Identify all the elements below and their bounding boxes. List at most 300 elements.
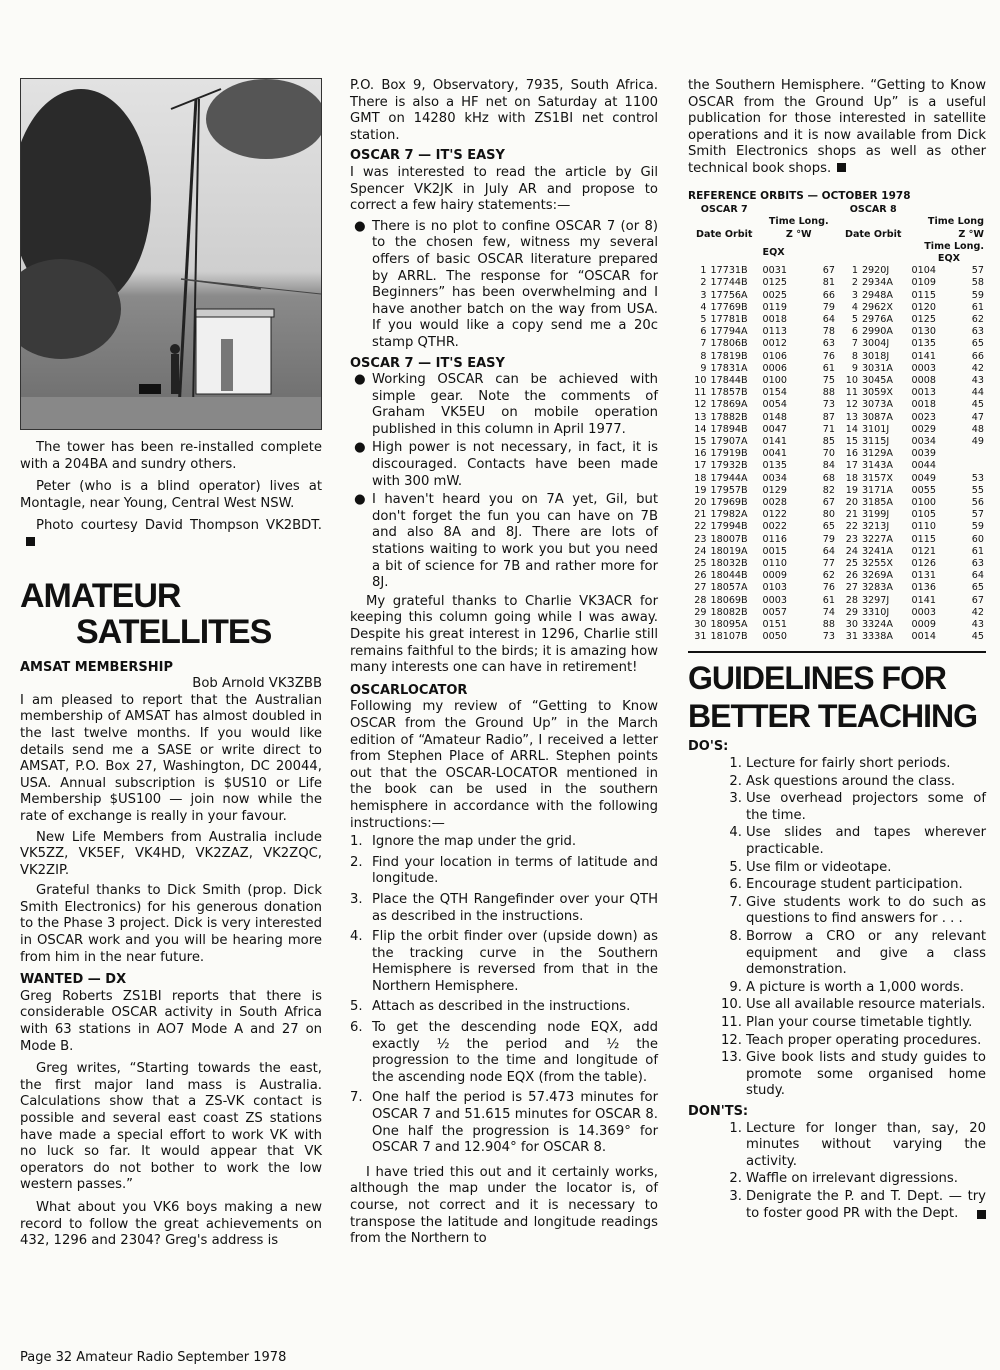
para-life-members: New Life Members from Australia include VK5ZZ, VK5EF, VK4HD, VK2ZAZ, VK2ZQC, VK2ZIP. xyxy=(20,829,322,878)
table-cell: 80 xyxy=(822,509,835,521)
table-cell: 3269A xyxy=(861,570,893,582)
table-cell: 63 xyxy=(822,338,835,350)
table-cell: 17806B xyxy=(710,338,748,350)
table-cell: 0044 xyxy=(911,460,936,472)
table-cell: 43 xyxy=(971,375,984,386)
table-cell: 18107B xyxy=(710,631,748,643)
table-cell: 0013 xyxy=(911,387,936,399)
table-cell: 23 xyxy=(694,533,707,545)
table-cell: 55 xyxy=(971,484,984,496)
table-cell: 14 xyxy=(845,423,858,435)
table-cell: 0008 xyxy=(911,375,936,386)
guideline-item: 1. Lecture for fairly short periods. xyxy=(729,756,951,772)
table-cell: 0115 xyxy=(911,533,936,545)
guideline-item: 2. Waffle on irrelevant digressions. xyxy=(729,1171,958,1187)
table-cell: 3101J xyxy=(861,423,890,435)
table-cell: 18095A xyxy=(710,619,748,631)
table-cell: 0129 xyxy=(762,484,787,496)
table-cell: 0100 xyxy=(762,375,787,386)
guideline-item: 4. Use slides and tapes wherever practicable. xyxy=(729,825,986,858)
table-cell: 3004J xyxy=(861,338,890,350)
table-cell: 18019A xyxy=(710,545,748,557)
table-cell: 0141 xyxy=(911,350,936,362)
heading-donts: DON'TS: xyxy=(688,1103,749,1119)
table-cell: 17982A xyxy=(710,509,748,521)
instruction-item: 1. Ignore the map under the grid. xyxy=(350,834,577,850)
table-cell: 19 xyxy=(845,484,858,496)
table-row xyxy=(688,582,986,594)
table-cell: 9 xyxy=(700,362,707,374)
bullet-item: ● There is no plot to confine OSCAR 7 (or 8) to the chosen few, witness my several offers of basic OSCAR literature prepared by ARRL. The response for “OSCAR for Beginners” has been overwhelming and I have another batch on the way from USA. If you would like a copy send me a 20c stamp QTHR. xyxy=(354,218,658,350)
table-row xyxy=(688,460,986,472)
table-cell: 18032B xyxy=(710,558,748,570)
table-cell: 0103 xyxy=(762,582,787,594)
table-cell: 17794A xyxy=(710,326,748,338)
para-greg-writes: Greg writes, “Starting towards the east, the first major land mass is Australia. Calculations show that a ZS-VK contact is possible and several east coast ZS stations have made a special effort to work VK with no luck so far. It would appear that VK operators do not bother to work the low western passes.” xyxy=(20,1061,322,1193)
table-cell: 64 xyxy=(822,545,835,557)
table-cell: 20 xyxy=(845,497,858,509)
table-cell: 0055 xyxy=(911,484,936,496)
heading-dos: DO'S: xyxy=(688,739,729,755)
table-cell: 59 xyxy=(971,521,984,533)
table-header-time-long-8b: Time Long. EQX xyxy=(924,240,984,264)
table-cell: 9 xyxy=(851,362,858,374)
table-cell: 74 xyxy=(822,606,835,618)
table-cell: 15 xyxy=(845,436,858,448)
table-cell: 3157X xyxy=(861,472,893,484)
table-cell: 17869A xyxy=(710,399,748,411)
bullet-list-2 xyxy=(350,372,658,592)
table-cell: 0009 xyxy=(911,619,936,631)
table-cell: 65 xyxy=(971,582,984,594)
table-cell: 7 xyxy=(851,338,858,350)
table-cell: 3185A xyxy=(861,497,893,509)
table-cell: 3255X xyxy=(861,558,893,570)
table-cell: 0012 xyxy=(762,338,787,350)
table-cell: 0031 xyxy=(762,265,787,277)
table-cell: 61 xyxy=(822,594,835,606)
para-vk6-boys: What about you VK6 boys making a new record to follow the great achievements on 432, 1296 and 2304? Greg's address is xyxy=(20,1199,322,1249)
table-cell: 3143A xyxy=(861,460,893,472)
table-cell: 24 xyxy=(694,545,707,557)
table-row xyxy=(688,412,986,424)
table-row xyxy=(688,473,986,485)
table-cell: 0050 xyxy=(762,631,787,643)
table-cell: 0041 xyxy=(762,448,787,460)
section-title-better-teaching: BETTER TEACHING xyxy=(688,698,977,735)
table-cell: 30 xyxy=(694,619,707,631)
guideline-item: 12. Teach proper operating procedures. xyxy=(721,1032,982,1048)
table-cell: 17882B xyxy=(710,411,748,423)
table-cell: 12 xyxy=(694,399,707,411)
table-cell: 8 xyxy=(700,350,707,362)
table-cell: 18 xyxy=(845,472,858,484)
table-cell: 67 xyxy=(822,497,835,509)
table-cell: 79 xyxy=(822,533,835,545)
table-cell: 0034 xyxy=(762,472,787,484)
photo-credit: Photo courtesy David Thompson VK2BDT. xyxy=(20,518,322,551)
table-cell: 25 xyxy=(694,558,707,570)
bullet-item: ● I haven't heard you on 7A yet, Gil, but don't forget the fun you can have on 7B and also 8A and 8J. There are lots of stations waiting to work you but you need a bit of science for 7B and rather more for 8J. xyxy=(354,492,658,591)
table-cell: 64 xyxy=(822,313,835,325)
table-cell: 14 xyxy=(694,423,707,435)
table-cell: 3 xyxy=(700,289,707,301)
table-cell: 66 xyxy=(822,289,835,301)
table-cell: 2 xyxy=(700,277,707,289)
para-greg-roberts: Greg Roberts ZS1BI reports that there is considerable OSCAR activity in South Africa with 63 stations in AO7 Mode A and 27 on Mode B. xyxy=(20,988,322,1054)
column-middle xyxy=(350,78,658,1248)
table-cell: 3 xyxy=(851,289,858,301)
table-cell: 67 xyxy=(971,594,984,606)
table-cell: 15 xyxy=(694,436,707,448)
table-cell: 6 xyxy=(700,326,707,338)
table-cell: 3199J xyxy=(861,509,890,521)
section-title-satellites: SATELLITES xyxy=(76,612,272,651)
table-cell: 60 xyxy=(971,533,984,545)
instruction-item: 2. Find your location in terms of latitude and longitude. xyxy=(350,854,658,887)
table-cell: 25 xyxy=(845,558,858,570)
table-row xyxy=(688,375,986,387)
table-cell: 0115 xyxy=(911,289,936,301)
tower-photo xyxy=(20,78,322,430)
table-cell: 27 xyxy=(694,582,707,594)
table-cell: 4 xyxy=(851,301,858,313)
table-cell: 19 xyxy=(694,484,707,496)
table-cell: 18044B xyxy=(710,570,748,582)
table-cell: 30 xyxy=(845,619,858,631)
table-header-eqx-7: EQX xyxy=(762,246,785,258)
guideline-item: 13. Give book lists and study guides to promote some organised home study. xyxy=(721,1050,986,1099)
table-cell: 16 xyxy=(694,448,707,460)
table-cell: 17957B xyxy=(710,484,748,496)
table-cell: 0110 xyxy=(911,521,936,533)
table-cell: 88 xyxy=(822,619,835,631)
table-cell: 0003 xyxy=(911,606,936,618)
table-cell: 10 xyxy=(845,375,858,386)
end-mark-icon xyxy=(26,537,35,546)
guideline-item: 10. Use all available resource materials. xyxy=(721,997,986,1013)
heading-oscarlocator: OSCARLOCATOR xyxy=(350,682,468,698)
table-cell: 2976A xyxy=(861,313,893,325)
table-cell: 4 xyxy=(700,301,707,313)
table-row xyxy=(688,399,986,411)
table-cell: 61 xyxy=(822,362,835,374)
table-cell: 0120 xyxy=(911,301,936,313)
table-row xyxy=(688,387,986,399)
table-row xyxy=(688,595,986,607)
table-cell: 12 xyxy=(845,399,858,411)
table-cell: 44 xyxy=(971,387,984,399)
divider xyxy=(688,651,986,653)
table-row xyxy=(688,570,986,582)
table-cell: 6 xyxy=(851,326,858,338)
table-cell: 0015 xyxy=(762,545,787,557)
table-header-oscar7: OSCAR 7 xyxy=(700,204,748,216)
table-cell: 84 xyxy=(822,460,835,472)
table-cell: 0003 xyxy=(762,594,787,606)
table-cell: 0141 xyxy=(762,436,787,448)
table-cell: 11 xyxy=(694,387,707,399)
table-cell: 11 xyxy=(845,387,858,399)
table-cell: 0148 xyxy=(762,411,787,423)
table-cell: 62 xyxy=(822,570,835,582)
bullet-item: ● Working OSCAR can be achieved with simple gear. Note the comments of Graham VK5EU on mobile operation published in this column in April 1977. xyxy=(354,372,658,437)
table-cell: 70 xyxy=(822,448,835,460)
table-row xyxy=(688,521,986,533)
table-cell: 7 xyxy=(700,338,707,350)
instruction-item: 3. Place the QTH Rangefinder over your QTH as described in the instructions. xyxy=(350,891,658,924)
table-cell: 0122 xyxy=(762,509,787,521)
table-row xyxy=(688,338,986,350)
table-cell: 2962X xyxy=(861,301,893,313)
table-row xyxy=(688,265,986,277)
table-row xyxy=(688,302,986,314)
reference-orbits-table xyxy=(688,204,986,643)
table-cell: 48 xyxy=(971,423,984,435)
para-po-box: P.O. Box 9, Observatory, 7935, South Africa. There is also a HF net on Saturday at 1100 GMT on 14280 kHz with ZS1BI net control station. xyxy=(350,78,658,143)
table-cell: 66 xyxy=(971,350,984,362)
table-cell: 43 xyxy=(971,619,984,631)
table-cell: 63 xyxy=(971,558,984,570)
table-cell: 57 xyxy=(971,509,984,521)
guideline-item: 11. Plan your course timetable tightly. xyxy=(721,1014,973,1030)
table-row xyxy=(688,534,986,546)
table-cell: 0106 xyxy=(762,350,787,362)
table-row xyxy=(688,509,986,521)
table-cell: 28 xyxy=(694,594,707,606)
table-cell xyxy=(958,460,986,472)
table-cell: 65 xyxy=(822,521,835,533)
table-cell: 17907A xyxy=(710,436,748,448)
table-cell: 24 xyxy=(845,545,858,557)
table-cell: 0121 xyxy=(911,545,936,557)
table-cell: 3115J xyxy=(861,436,890,448)
table-cell: 17944A xyxy=(710,472,748,484)
table-cell: 0116 xyxy=(762,533,787,545)
photo-caption-1: The tower has been re-installed complete with a 204BA and sundry others. xyxy=(20,440,322,472)
table-cell: 8 xyxy=(851,350,858,362)
table-cell: 3297J xyxy=(861,594,890,606)
table-cell: 18057A xyxy=(710,582,748,594)
table-cell: 42 xyxy=(971,606,984,618)
table-cell: 0131 xyxy=(911,570,936,582)
table-row xyxy=(688,619,986,631)
guideline-item: 3. Use overhead projectors some of the time. xyxy=(729,791,986,823)
table-cell: 17 xyxy=(694,460,707,472)
table-cell: 0135 xyxy=(911,338,936,350)
table-cell: 17844B xyxy=(710,375,748,386)
column-left xyxy=(20,78,322,1250)
guideline-item: 1. Lecture for longer than, say, 20 minutes without varying the activity. xyxy=(729,1120,986,1169)
table-cell: 0028 xyxy=(762,497,787,509)
table-cell: 42 xyxy=(971,362,984,374)
table-cell: 71 xyxy=(822,423,835,435)
heading-oscar7-easy-1: OSCAR 7 — IT'S EASY xyxy=(350,148,505,164)
table-cell: 3073A xyxy=(861,399,893,411)
bullet-list-1 xyxy=(350,219,658,352)
table-cell: 79 xyxy=(822,301,835,313)
table-cell: 85 xyxy=(822,436,835,448)
table-cell: 3171A xyxy=(861,484,893,496)
table-cell: 0119 xyxy=(762,301,787,313)
table-row xyxy=(688,497,986,509)
table-cell: 3324A xyxy=(861,619,893,631)
table-cell: 18082B xyxy=(710,606,748,618)
table-cell: 17932B xyxy=(710,460,748,472)
instruction-item: 6. To get the descending node EQX, add exactly ½ the period and ½ the progression to the time and longitude of the ascending node EQX (from the table). xyxy=(350,1020,658,1085)
table-cell: 0104 xyxy=(911,265,936,277)
table-cell: 0049 xyxy=(911,472,936,484)
table-cell: 78 xyxy=(822,326,835,338)
table-cell: 0014 xyxy=(911,631,936,643)
table-cell: 17831A xyxy=(710,362,748,374)
table-cell: 0025 xyxy=(762,289,787,301)
table-cell: 77 xyxy=(822,558,835,570)
table-cell: 0009 xyxy=(762,570,787,582)
guideline-item: 9. A picture is worth a 1,000 words. xyxy=(729,979,964,995)
end-mark-icon xyxy=(837,163,846,172)
table-cell: 2 xyxy=(851,277,858,289)
table-cell: 13 xyxy=(845,411,858,423)
table-body xyxy=(688,265,986,643)
table-header-time-long-8: Time Long xyxy=(927,216,984,228)
guideline-item: 7. Give students work to do such as questions to find answers for . . . xyxy=(729,894,986,927)
table-cell: 18 xyxy=(694,472,707,484)
table-cell: 3087A xyxy=(861,411,893,423)
para-charlie-thanks: My grateful thanks to Charlie VK3ACR for keeping this column going while I was away. Despite his great interest in 1296, Charlie still remains faithful to the birds; it is amazing how many interests one can have in retirement! xyxy=(350,593,658,676)
table-cell: 76 xyxy=(822,582,835,594)
table-cell: 64 xyxy=(971,570,984,582)
table-cell: 45 xyxy=(971,399,984,411)
table-title: REFERENCE ORBITS — OCTOBER 1978 xyxy=(688,189,911,202)
table-cell: 0034 xyxy=(911,436,936,448)
table-cell: 27 xyxy=(845,582,858,594)
heading-oscar7-easy-2: OSCAR 7 — IT'S EASY xyxy=(350,355,505,371)
table-cell: 0054 xyxy=(762,399,787,411)
table-header-date-orbit-8: Date Orbit xyxy=(844,228,902,240)
table-row xyxy=(688,424,986,436)
para-tried-this: I have tried this out and it certainly works, although the map under the locator is, of course, not correct and it is necessary to transpose the latitude and longitude readings from the Northern to xyxy=(350,1164,658,1247)
table-cell: 59 xyxy=(971,289,984,301)
dos-list xyxy=(688,756,986,1100)
table-cell: 0006 xyxy=(762,362,787,374)
table-cell: 81 xyxy=(822,277,835,289)
table-header-time-long-7: Time Long. xyxy=(768,216,829,228)
table-cell: 17769B xyxy=(710,301,748,313)
table-cell: 28 xyxy=(845,594,858,606)
para-oscarlocator-review: Following my review of “Getting to Know OSCAR from the Ground Up” in the March edition of “Amateur Radio”, I received a letter from Stephen Place of ARRL. Stephen points out that the OSCAR-LOCATOR mentioned in the book can be used in the southern hemisphere in accordance with the following instructions:— xyxy=(350,699,658,831)
table-cell: 0125 xyxy=(762,277,787,289)
guideline-item: 6. Encourage student participation. xyxy=(729,877,963,893)
table-cell: 87 xyxy=(822,411,835,423)
table-cell: 20 xyxy=(694,497,707,509)
table-cell: 58 xyxy=(971,277,984,289)
table-header-z-w-7: Z °W xyxy=(785,228,812,240)
table-cell: 62 xyxy=(971,313,984,325)
table-row xyxy=(688,436,986,448)
guideline-item: 3. Denigrate the P. and T. Dept. — try to foster good PR with the Dept. xyxy=(729,1188,986,1221)
table-cell: 68 xyxy=(822,472,835,484)
end-mark-icon xyxy=(977,1210,986,1219)
para-membership: I am pleased to report that the Australian membership of AMSAT has almost doubled in the last twelve months. If you would like details send me a SASE or write direct to AMSAT, P.O. Box 27, Washington, DC 20044, USA. Annual subscription is $US10 or Life Membership $US100 — join now while the rate of exchange is really in your favour. xyxy=(20,692,322,824)
table-cell: 0130 xyxy=(911,326,936,338)
table-cell: 17781B xyxy=(710,313,748,325)
table-header-z-w-8: Z °W xyxy=(958,228,984,240)
table-cell: 17819B xyxy=(710,350,748,362)
table-cell: 88 xyxy=(822,387,835,399)
table-cell: 22 xyxy=(845,521,858,533)
para-southern-hemisphere: the Southern Hemisphere. “Getting to Know OSCAR from the Ground Up” is a useful publication for those interested in satellite operations and it is now available from Dick Smith Electronics shops as well as other technical book shops. xyxy=(688,78,986,176)
table-cell: 57 xyxy=(971,265,984,277)
table-cell: 26 xyxy=(694,570,707,582)
table-cell: 0018 xyxy=(911,399,936,411)
instruction-item: 4. Flip the orbit finder over (upside down) as the tracking curve in the Southern Hemisphere is reversed from that in the Northern Hemisphere. xyxy=(350,929,658,994)
table-row xyxy=(688,607,986,619)
guideline-item: 5. Use film or videotape. xyxy=(729,859,892,875)
table-cell: 76 xyxy=(822,350,835,362)
instruction-list xyxy=(350,834,658,1157)
table-cell: 67 xyxy=(822,265,835,277)
table-cell: 0141 xyxy=(911,594,936,606)
table-cell: 65 xyxy=(971,338,984,350)
table-row xyxy=(688,448,986,460)
table-cell: 17857B xyxy=(710,387,748,399)
instruction-item: 5. Attach as described in the instructions. xyxy=(350,999,631,1015)
para-thanks-dick-smith: Grateful thanks to Dick Smith (prop. Dick Smith Electronics) for his generous donation to the Phase 3 project. Dick is very interested in OSCAR work and you will be hearing more from him in the near future. xyxy=(20,883,322,965)
table-cell: 0113 xyxy=(762,326,787,338)
table-cell: 0022 xyxy=(762,521,787,533)
table-cell: 0100 xyxy=(911,497,936,509)
table-cell: 0047 xyxy=(762,423,787,435)
table-cell: 3059X xyxy=(861,387,893,399)
table-cell: 2934A xyxy=(861,277,893,289)
table-row xyxy=(688,631,986,643)
table-row xyxy=(688,485,986,497)
table-cell: 0029 xyxy=(911,423,936,435)
table-cell: 0003 xyxy=(911,362,936,374)
table-cell: 18007B xyxy=(710,533,748,545)
para-gil-spencer: I was interested to read the article by Gil Spencer VK2JK in July AR and propose to correct a few hairy statements:— xyxy=(350,164,658,214)
table-cell: 17 xyxy=(845,460,858,472)
table-cell: 3031A xyxy=(861,362,893,374)
table-cell: 0039 xyxy=(911,448,936,460)
table-cell: 13 xyxy=(694,411,707,423)
table-row xyxy=(688,277,986,289)
table-row xyxy=(688,363,986,375)
table-row xyxy=(688,314,986,326)
table-cell: 61 xyxy=(971,545,984,557)
bullet-item: ● High power is not necessary, in fact, it is discouraged. Contacts have been made with 300 mW. xyxy=(354,440,658,489)
table-cell: 3227A xyxy=(861,533,893,545)
table-cell: 22 xyxy=(694,521,707,533)
table-cell xyxy=(958,448,986,460)
table-cell: 1 xyxy=(700,265,707,277)
heading-wanted-dx: WANTED — DX xyxy=(20,972,127,988)
table-cell: 0154 xyxy=(762,387,787,399)
table-cell: 31 xyxy=(845,631,858,643)
table-cell: 73 xyxy=(822,631,835,643)
table-cell: 21 xyxy=(845,509,858,521)
table-cell: 5 xyxy=(700,313,707,325)
page-footer: Page 32 Amateur Radio September 1978 xyxy=(20,1350,287,1365)
table-row xyxy=(688,546,986,558)
table-cell: 26 xyxy=(845,570,858,582)
table-cell: 0135 xyxy=(762,460,787,472)
table-cell: 82 xyxy=(822,484,835,496)
table-row xyxy=(688,351,986,363)
table-cell: 1 xyxy=(851,265,858,277)
table-cell: 49 xyxy=(971,436,984,448)
